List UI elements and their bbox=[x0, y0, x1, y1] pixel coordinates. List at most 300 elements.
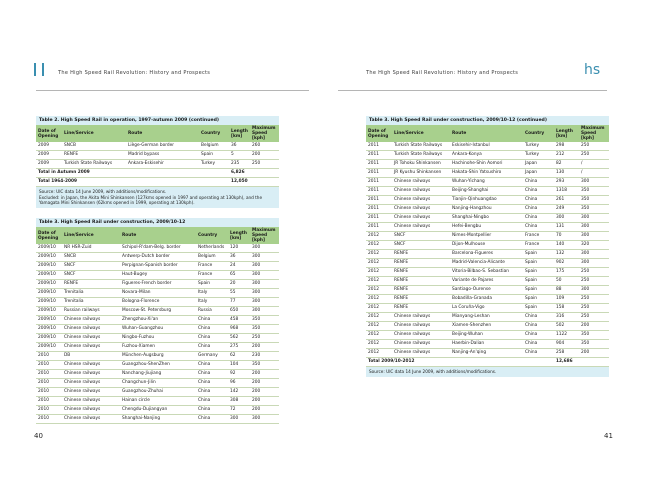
table-cell: Chinese railways bbox=[392, 205, 450, 214]
table-cell: China bbox=[196, 325, 228, 334]
table-cell: China bbox=[523, 340, 554, 349]
table-cell: JR Tohoku Shinkansen bbox=[392, 160, 450, 169]
table-cell: 2010 bbox=[36, 370, 62, 379]
table-cell: Russia bbox=[196, 307, 228, 316]
table-cell: Chinese railways bbox=[392, 340, 450, 349]
table-cell: Spain bbox=[523, 259, 554, 268]
table-row bbox=[366, 142, 609, 151]
table-cell: 300 bbox=[250, 280, 279, 289]
table-cell: 200 bbox=[250, 397, 279, 406]
table-cell: 275 bbox=[228, 343, 250, 352]
table-cell: Chinese railways bbox=[392, 196, 450, 205]
table-cell: 2012 bbox=[366, 241, 392, 250]
table-cell: 2012 bbox=[366, 250, 392, 259]
table-cell: Turkey bbox=[199, 160, 229, 169]
header-rule bbox=[338, 90, 607, 91]
table-row bbox=[36, 262, 279, 271]
table-cell: 62 bbox=[228, 352, 250, 361]
table-cell: 132 bbox=[554, 250, 579, 259]
table-cell: 130 bbox=[554, 169, 579, 178]
table-cell: RENFE bbox=[392, 304, 450, 313]
table-cell: 2012 bbox=[366, 286, 392, 295]
table-cell: 250 bbox=[579, 295, 609, 304]
table-cell: 316 bbox=[554, 313, 579, 322]
empty-cell bbox=[250, 178, 279, 187]
table-cell: 350 bbox=[579, 331, 609, 340]
table-cell: 158 bbox=[554, 304, 579, 313]
table-cell: 120 bbox=[228, 244, 250, 253]
table-cell: 2010 bbox=[36, 397, 62, 406]
table-cell: Guangzhou-ShenZhen bbox=[120, 361, 196, 370]
table-cell: 2011 bbox=[366, 169, 392, 178]
table-row bbox=[36, 334, 279, 343]
table-cell: 2010 bbox=[36, 379, 62, 388]
table-cell: 300 bbox=[579, 250, 609, 259]
table-2-grid bbox=[36, 125, 279, 187]
table-3-continued bbox=[366, 116, 609, 377]
table-cell: 2012 bbox=[366, 277, 392, 286]
table-cell: 2012 bbox=[366, 313, 392, 322]
table-cell: Changchun-Jilin bbox=[120, 379, 196, 388]
table-cell: Turkish State Railways bbox=[392, 142, 450, 151]
table-cell: 250 bbox=[579, 304, 609, 313]
table-cell: Ankara-Eskisehir bbox=[126, 160, 199, 169]
table-row bbox=[366, 205, 609, 214]
table-cell: China bbox=[523, 331, 554, 340]
table-cell: 1318 bbox=[554, 187, 579, 196]
table-cell: 2010 bbox=[36, 406, 62, 415]
table-cell: 350 bbox=[579, 340, 609, 349]
table-cell: SNCF bbox=[392, 232, 450, 241]
table-cell: 104 bbox=[228, 361, 250, 370]
column-header: Length [km] bbox=[554, 125, 579, 142]
table-cell: 2010 bbox=[36, 388, 62, 397]
table-cell: Hakata-Shin Yatsushiro bbox=[450, 169, 523, 178]
table-cell: 300 bbox=[250, 298, 279, 307]
table-cell: 200 bbox=[250, 388, 279, 397]
table-cell: Antwerp-Dutch border bbox=[120, 253, 196, 262]
column-header: Country bbox=[199, 125, 229, 142]
table-cell: Haut-Bugey bbox=[120, 271, 196, 280]
table-cell: 5 bbox=[229, 151, 250, 160]
table-cell: Madrid bypass bbox=[126, 151, 199, 160]
total-row bbox=[366, 358, 609, 367]
table-row bbox=[36, 388, 279, 397]
table-cell: Bologna-Florence bbox=[120, 298, 196, 307]
table-cell: Shanghai-Nanjing bbox=[120, 415, 196, 424]
table-cell: 2009/10 bbox=[36, 334, 62, 343]
empty-cell bbox=[579, 358, 609, 367]
table-cell: RENFE bbox=[392, 277, 450, 286]
table-cell: 308 bbox=[228, 397, 250, 406]
table-cell: China bbox=[196, 397, 228, 406]
table-cell: China bbox=[523, 322, 554, 331]
table-cell: China bbox=[196, 379, 228, 388]
table-cell: 96 bbox=[228, 379, 250, 388]
table-cell: Guangzhou-Zhuhai bbox=[120, 388, 196, 397]
table-cell: 300 bbox=[250, 253, 279, 262]
table-cell: Spain bbox=[523, 250, 554, 259]
table-cell: 2012 bbox=[366, 295, 392, 304]
source-line: Source: UIC data 14 June 2009, with additions/modifications. bbox=[39, 189, 167, 194]
table-cell: 2012 bbox=[366, 268, 392, 277]
column-header: Country bbox=[523, 125, 554, 142]
table-cell: Turkish State Railways bbox=[62, 160, 126, 169]
table-cell: Spain bbox=[523, 277, 554, 286]
table-cell: Chinese railways bbox=[62, 334, 120, 343]
table-cell: Xiamen-Shenzhen bbox=[450, 322, 523, 331]
table-cell: Hachinohe-Shin Aomori bbox=[450, 160, 523, 169]
table-cell: Wuhan-Guangzhou bbox=[120, 325, 196, 334]
table-cell: Italy bbox=[196, 298, 228, 307]
table-cell: RENFE bbox=[62, 151, 126, 160]
table-cell: Chinese railways bbox=[62, 397, 120, 406]
table-cell: Beijing-Wuhan bbox=[450, 331, 523, 340]
table-row bbox=[36, 280, 279, 289]
table-3 bbox=[36, 218, 279, 424]
table-cell: Vitoria-Bilbao-S. Sebastian bbox=[450, 268, 523, 277]
table-cell: France bbox=[196, 262, 228, 271]
table-cell: 2009/10 bbox=[36, 298, 62, 307]
table-cell: 82 bbox=[554, 160, 579, 169]
table-cell: Santiago-Ourense bbox=[450, 286, 523, 295]
table-cell: China bbox=[523, 196, 554, 205]
table-cell: 300 bbox=[554, 214, 579, 223]
table-source-note: Source: UIC data 14 June 2009, with additions/modifications. bbox=[366, 367, 609, 377]
table-cell: Fuzhou-Xiamen bbox=[120, 343, 196, 352]
table-cell: 968 bbox=[228, 325, 250, 334]
table-cell: 300 bbox=[579, 214, 609, 223]
hs-logo-mark bbox=[34, 63, 44, 78]
table-cell: Bobadilla-Granada bbox=[450, 295, 523, 304]
table-cell: Belgium bbox=[199, 142, 229, 151]
table-cell: / bbox=[579, 160, 609, 169]
table-cell: SNCF bbox=[392, 241, 450, 250]
page-number: 41 bbox=[604, 432, 613, 440]
table-row bbox=[36, 271, 279, 280]
table-cell: 2012 bbox=[366, 304, 392, 313]
table-cell: Eskisehir-Istanbul bbox=[450, 142, 523, 151]
table-cell: Germany bbox=[196, 352, 228, 361]
table-row bbox=[36, 160, 279, 169]
table-row bbox=[36, 379, 279, 388]
column-header: Length [km] bbox=[228, 227, 250, 244]
table-cell: 250 bbox=[250, 334, 279, 343]
hs-logo: hs bbox=[584, 62, 601, 78]
table-cell: China bbox=[196, 343, 228, 352]
table-cell: 350 bbox=[579, 187, 609, 196]
table-cell: RENFE bbox=[392, 250, 450, 259]
table-cell: 175 bbox=[554, 268, 579, 277]
table-row bbox=[366, 241, 609, 250]
table-cell: 300 bbox=[250, 244, 279, 253]
table-cell: 2011 bbox=[366, 196, 392, 205]
table-cell: Chinese railways bbox=[62, 388, 120, 397]
table-row bbox=[366, 331, 609, 340]
table-cell: 2009/10 bbox=[36, 316, 62, 325]
table-cell: China bbox=[196, 415, 228, 424]
table-cell: 200 bbox=[250, 406, 279, 415]
table-row bbox=[366, 196, 609, 205]
table-cell: France bbox=[523, 232, 554, 241]
column-header: Maximum Speed [kph] bbox=[250, 125, 279, 142]
table-cell: Ankara-Konya bbox=[450, 151, 523, 160]
left-page bbox=[0, 0, 323, 500]
table-cell: 458 bbox=[228, 316, 250, 325]
column-header: Route bbox=[126, 125, 199, 142]
table-cell: 70 bbox=[554, 232, 579, 241]
table-cell: Tianjin-Qinhuangdao bbox=[450, 196, 523, 205]
column-header: Line/Service bbox=[62, 227, 120, 244]
table-cell: Trenitalia bbox=[62, 298, 120, 307]
table-cell: Ningbo-Fuzhou bbox=[120, 334, 196, 343]
table-row bbox=[366, 169, 609, 178]
right-page bbox=[324, 0, 647, 500]
table-cell: Chinese railways bbox=[392, 313, 450, 322]
table-cell: China bbox=[196, 316, 228, 325]
table-cell: 298 bbox=[554, 142, 579, 151]
table-cell: 2009 bbox=[36, 142, 62, 151]
table-cell: Perpignan-Spanish border bbox=[120, 262, 196, 271]
table-cell: Chinese railways bbox=[62, 415, 120, 424]
table-cell: 24 bbox=[228, 262, 250, 271]
table-cell: 300 bbox=[250, 415, 279, 424]
table-cell: RENFE bbox=[392, 295, 450, 304]
table-cell: China bbox=[196, 361, 228, 370]
table-cell: 2011 bbox=[366, 160, 392, 169]
table-cell: 2011 bbox=[366, 187, 392, 196]
table-cell: 350 bbox=[579, 196, 609, 205]
table-cell: Madrid-Valencia-Alicante bbox=[450, 259, 523, 268]
table-cell: Trenitalia bbox=[62, 289, 120, 298]
table-cell: 300 bbox=[228, 415, 250, 424]
table-cell: Barcelona-Figueres bbox=[450, 250, 523, 259]
table-row bbox=[366, 295, 609, 304]
table-cell: 350 bbox=[250, 325, 279, 334]
table-cell: 300 bbox=[250, 271, 279, 280]
table-cell: 2010 bbox=[36, 361, 62, 370]
table-row bbox=[36, 325, 279, 334]
table-row bbox=[366, 277, 609, 286]
table-cell: 320 bbox=[579, 241, 609, 250]
table-cell: Chinese railways bbox=[392, 322, 450, 331]
table-cell: Chinese railways bbox=[392, 223, 450, 232]
table-cell: Chinese railways bbox=[392, 187, 450, 196]
table-cell: 72 bbox=[228, 406, 250, 415]
table-cell: 20 bbox=[228, 280, 250, 289]
table-cell: Moscow-St. Petersburg bbox=[120, 307, 196, 316]
table-cell: 350 bbox=[579, 205, 609, 214]
table-cell: 249 bbox=[554, 205, 579, 214]
table-cell: 300 bbox=[579, 178, 609, 187]
table-cell: 350 bbox=[250, 316, 279, 325]
table-cell: RENFE bbox=[392, 286, 450, 295]
table-row bbox=[36, 406, 279, 415]
table-cell: Liège-German border bbox=[126, 142, 199, 151]
table-cell: China bbox=[196, 370, 228, 379]
table-cell: 200 bbox=[250, 379, 279, 388]
table-row bbox=[366, 187, 609, 196]
table-cell: Spain bbox=[523, 304, 554, 313]
table-cell: 250 bbox=[579, 142, 609, 151]
table-cell: 2009/10 bbox=[36, 343, 62, 352]
running-title: The High Speed Rail Revolution: History and Prospects bbox=[366, 70, 519, 76]
table-cell: Novara-Milan bbox=[120, 289, 196, 298]
table-cell: SNCB bbox=[62, 142, 126, 151]
total-value: 12,686 bbox=[554, 358, 579, 367]
table-cell: 2012 bbox=[366, 331, 392, 340]
table-cell: 2009/10 bbox=[36, 307, 62, 316]
header-rule bbox=[36, 90, 309, 91]
table-cell: Turkish State Railways bbox=[392, 151, 450, 160]
table-cell: 902 bbox=[554, 259, 579, 268]
running-title: The High Speed Rail Revolution: History and Prospects bbox=[58, 70, 211, 76]
table-cell: 300 bbox=[250, 262, 279, 271]
column-header: Line/Service bbox=[392, 125, 450, 142]
table-cell: 258 bbox=[554, 349, 579, 358]
total-label: Total 2009/10-2012 bbox=[366, 358, 554, 367]
table-cell: Chinese railways bbox=[392, 349, 450, 358]
table-cell: France bbox=[196, 271, 228, 280]
table-cell: Nanjing-Hangzhou bbox=[450, 205, 523, 214]
total-value: 12,050 bbox=[229, 178, 250, 187]
table-cell: 2012 bbox=[366, 322, 392, 331]
table-cell: Hefei-Bengbu bbox=[450, 223, 523, 232]
table-cell: Chinese railways bbox=[392, 214, 450, 223]
table-row bbox=[36, 289, 279, 298]
table-cell: 2009/10 bbox=[36, 262, 62, 271]
table-2 bbox=[36, 116, 279, 208]
table-row bbox=[366, 223, 609, 232]
table-row bbox=[36, 370, 279, 379]
table-cell: China bbox=[523, 349, 554, 358]
table-cell: 2011 bbox=[366, 178, 392, 187]
table-cell: 200 bbox=[579, 349, 609, 358]
table-cell: 904 bbox=[554, 340, 579, 349]
table-cell: 250 bbox=[579, 151, 609, 160]
table-cell: 261 bbox=[554, 196, 579, 205]
table-row bbox=[366, 322, 609, 331]
table-cell: Japan bbox=[523, 160, 554, 169]
table-cell: La Coruña-Vigo bbox=[450, 304, 523, 313]
table-row bbox=[36, 151, 279, 160]
table-3-continued-grid bbox=[366, 125, 609, 367]
total-value: 6,826 bbox=[229, 169, 250, 178]
table-cell: China bbox=[523, 214, 554, 223]
table-cell: Variante de Pajares bbox=[450, 277, 523, 286]
table-cell: 200 bbox=[579, 322, 609, 331]
table-cell: 230 bbox=[250, 352, 279, 361]
total-label: Total 1964-2009 bbox=[36, 178, 229, 187]
column-header: Maximum Speed [kph] bbox=[250, 227, 279, 244]
table-cell: 293 bbox=[554, 178, 579, 187]
page-number: 40 bbox=[34, 432, 43, 440]
table-cell: 2012 bbox=[366, 349, 392, 358]
table-cell: 109 bbox=[554, 295, 579, 304]
table-cell: 235 bbox=[229, 160, 250, 169]
table-row bbox=[36, 343, 279, 352]
table-cell: Chinese railways bbox=[62, 370, 120, 379]
table-cell: Haerbin-Dalian bbox=[450, 340, 523, 349]
table-source-note bbox=[36, 187, 279, 208]
table-cell: China bbox=[523, 313, 554, 322]
table-title: Table 2. High Speed Rail in operation, 1997-autumn 2009 (continued) bbox=[36, 116, 279, 125]
table-title: Table 3. High Speed Rail under construction, 2009/10-12 bbox=[36, 218, 279, 227]
table-cell: RENFE bbox=[62, 280, 120, 289]
table-cell: Turkey bbox=[523, 142, 554, 151]
table-cell: 2009/10 bbox=[36, 280, 62, 289]
table-cell: SNCF bbox=[62, 262, 120, 271]
table-cell: 212 bbox=[554, 151, 579, 160]
table-cell: 2009/10 bbox=[36, 271, 62, 280]
table-cell: 2009/10 bbox=[36, 325, 62, 334]
table-row bbox=[366, 250, 609, 259]
table-3-grid bbox=[36, 227, 279, 424]
table-cell: 88 bbox=[554, 286, 579, 295]
table-cell: 200 bbox=[250, 343, 279, 352]
table-cell: München-Augsburg bbox=[120, 352, 196, 361]
exclusion-note: Excluded: in Japan, the Akita Mini Shinkansen (127kms opened in 1997 and operating at 130kph), and the Yamagata Mini Shinkansen (62kms opened in 1999, operating at 130kph). bbox=[39, 194, 263, 206]
table-cell: / bbox=[579, 169, 609, 178]
table-cell: 2012 bbox=[366, 340, 392, 349]
table-cell: 300 bbox=[579, 232, 609, 241]
table-cell: 2011 bbox=[366, 214, 392, 223]
table-row bbox=[366, 259, 609, 268]
table-row bbox=[366, 214, 609, 223]
table-cell: 502 bbox=[554, 322, 579, 331]
table-cell: Zhengzhou-Xi'an bbox=[120, 316, 196, 325]
table-cell: 131 bbox=[554, 223, 579, 232]
table-row bbox=[36, 361, 279, 370]
table-cell: Nanchang-Jiujiang bbox=[120, 370, 196, 379]
total-label: Total in Autumn 2009 bbox=[36, 169, 229, 178]
table-cell: Wuhan-Yichang bbox=[450, 178, 523, 187]
column-header: Length [km] bbox=[229, 125, 250, 142]
table-row bbox=[366, 304, 609, 313]
table-cell: Chinese railways bbox=[62, 343, 120, 352]
total-row bbox=[36, 169, 279, 178]
table-cell: 77 bbox=[228, 298, 250, 307]
table-cell: 2012 bbox=[366, 259, 392, 268]
table-cell: Hainan circle bbox=[120, 397, 196, 406]
table-cell: Shanghai-Ningbo bbox=[450, 214, 523, 223]
column-header: Date of Opening bbox=[36, 125, 62, 142]
table-cell: Belgium bbox=[196, 253, 228, 262]
table-row bbox=[36, 307, 279, 316]
table-cell: 50 bbox=[554, 277, 579, 286]
total-row bbox=[36, 178, 279, 187]
table-row bbox=[366, 268, 609, 277]
table-cell: Spain bbox=[523, 295, 554, 304]
table-cell: Russian railways bbox=[62, 307, 120, 316]
table-cell: Chinese railways bbox=[62, 316, 120, 325]
table-cell: 1122 bbox=[554, 331, 579, 340]
table-cell: China bbox=[196, 406, 228, 415]
table-cell: Beijing-Shanghai bbox=[450, 187, 523, 196]
table-title: Table 3. High Speed Rail under construction, 2009/10-12 (continued) bbox=[366, 116, 609, 125]
table-cell: 2009 bbox=[36, 151, 62, 160]
table-row bbox=[36, 316, 279, 325]
table-row bbox=[366, 232, 609, 241]
table-cell: RENFE bbox=[392, 268, 450, 277]
table-row bbox=[36, 253, 279, 262]
table-cell: 92 bbox=[228, 370, 250, 379]
table-cell: Chinese railways bbox=[62, 406, 120, 415]
table-cell: 650 bbox=[228, 307, 250, 316]
table-cell: Italy bbox=[196, 289, 228, 298]
table-cell: Turkey bbox=[523, 151, 554, 160]
table-cell: Spain bbox=[523, 286, 554, 295]
